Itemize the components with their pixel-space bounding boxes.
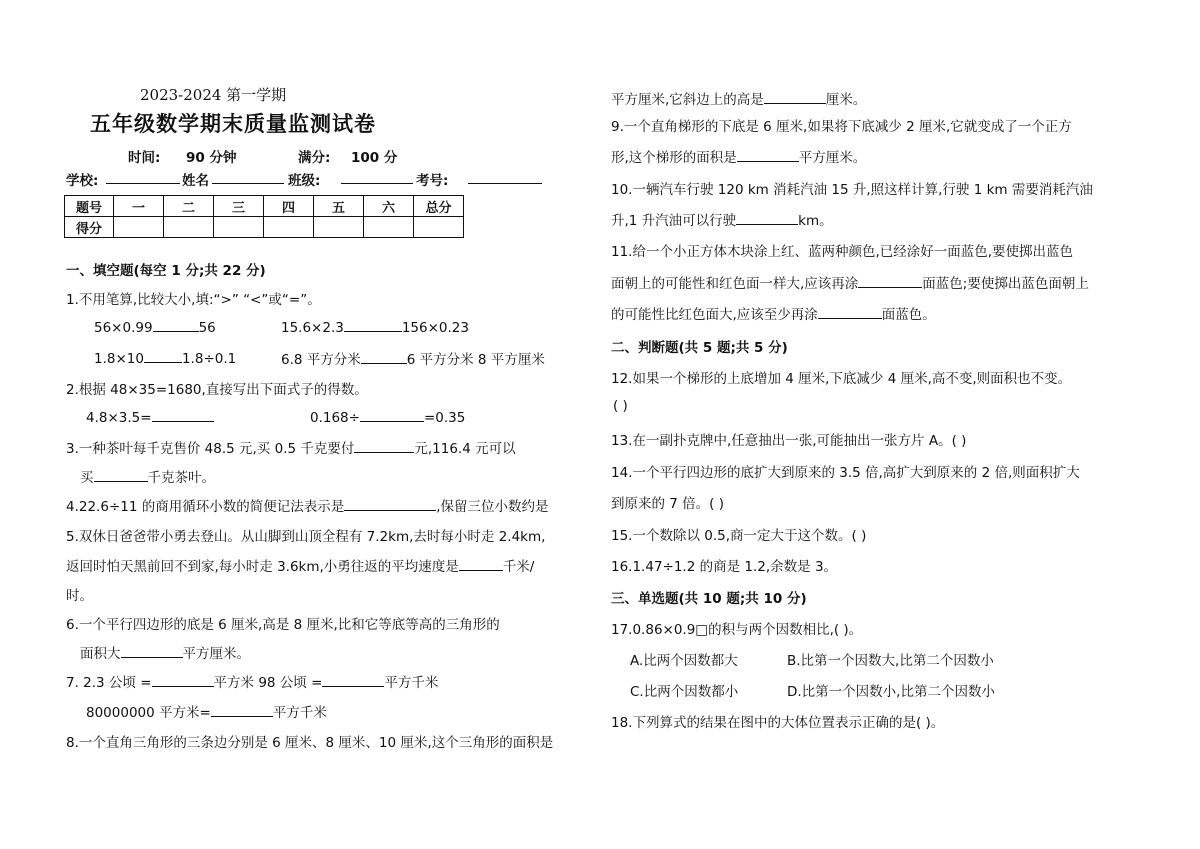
- question-14-line-2: 到原来的 7 倍。( ): [611, 496, 724, 512]
- answer-blank[interactable]: [459, 556, 503, 571]
- exam-time-value: 90 分钟: [186, 150, 237, 166]
- class-field[interactable]: [341, 169, 413, 184]
- q11-text-a: 面朝上的可能性和红色面一样大,应该再涂: [611, 276, 859, 292]
- score-table-cell: 五: [314, 196, 364, 217]
- school-field-label: 学校:: [66, 173, 99, 189]
- q3-text-d: 千克茶叶。: [147, 470, 215, 486]
- q1-item-c-left: 1.8×10: [94, 351, 144, 367]
- q4-text-a: 4.22.6÷11 的商用循环小数的简便记法表示是: [66, 499, 345, 515]
- q8-text-a: 平方厘米,它斜边上的高是: [611, 92, 764, 108]
- page-title: 五年级数学期末质量监测试卷: [90, 112, 376, 136]
- q2-item-a: [86, 407, 214, 426]
- score-input-cell[interactable]: [364, 217, 414, 238]
- answer-blank[interactable]: [764, 89, 826, 104]
- question-9-line-1: 9.一个直角梯形的下底是 6 厘米,如果将下底减少 2 厘米,它就变成了一个正方: [611, 119, 1072, 135]
- q1-item-a-left: 56×0.99: [94, 320, 153, 336]
- answer-blank[interactable]: [736, 210, 798, 225]
- answer-blank[interactable]: [361, 349, 407, 364]
- question-12-answer-bracket[interactable]: ( ): [613, 398, 628, 414]
- q6-text-b: 平方厘米。: [182, 646, 250, 662]
- q9-text-b: 平方厘米。: [798, 150, 867, 166]
- score-table-cell: 六: [364, 196, 414, 217]
- answer-blank[interactable]: [153, 317, 199, 332]
- q1-item-c-right: 1.8÷0.1: [181, 351, 237, 367]
- score-input-cell[interactable]: [164, 217, 214, 238]
- exam-number-field[interactable]: [468, 169, 542, 184]
- answer-blank[interactable]: [322, 672, 384, 687]
- question-5-line-3: 时。: [66, 588, 93, 604]
- answer-blank[interactable]: [94, 467, 148, 482]
- answer-blank[interactable]: [344, 496, 436, 511]
- exam-time-label: 时间:: [128, 150, 161, 166]
- q10-text-b: km。: [798, 213, 833, 229]
- score-table-cell: 一: [114, 196, 164, 217]
- q3-text-c: 买: [80, 470, 94, 486]
- q17-option-d[interactable]: D.比第一个因数小,比第二个因数小: [787, 684, 995, 700]
- answer-blank[interactable]: [818, 304, 882, 319]
- q7-text-a: 7. 2.3 公顷 =: [66, 675, 152, 691]
- full-score-label: 满分:: [298, 150, 331, 166]
- q7-text-e: 平方千米: [272, 705, 327, 721]
- question-6-line-1: 6.一个平行四边形的底是 6 厘米,高是 8 厘米,比和它等底等高的三角形的: [66, 617, 500, 633]
- score-table: [64, 195, 464, 238]
- q7-text-b: 平方米 98 公顷 =: [213, 675, 323, 691]
- q7-text-d: 80000000 平方米=: [86, 705, 211, 721]
- question-1: 1.不用笔算,比较大小,填:“>” “<”或“=”。: [66, 292, 321, 308]
- q1-item-b-left: 15.6×2.3: [281, 320, 344, 336]
- q5-text-b: 千米/: [502, 559, 535, 575]
- section-2-title: 二、判断题(共 5 题;共 5 分): [611, 340, 788, 356]
- question-7-line-2: [86, 701, 327, 721]
- answer-blank[interactable]: [152, 672, 214, 687]
- score-table-cell: 三: [214, 196, 264, 217]
- question-11-line-2: [611, 272, 1089, 292]
- answer-blank[interactable]: [144, 348, 182, 363]
- question-5-line-1: 5.双休日爸爸带小勇去登山。从山脚到山顶全程有 7.2km,去时每小时走 2.4km,: [66, 529, 546, 545]
- question-12-line-1: 12.如果一个梯形的上底增加 4 厘米,下底减少 4 厘米,高不变,则面积也不变。: [611, 371, 1072, 387]
- q1-item-a-right: 56: [198, 320, 216, 336]
- section-1-title: 一、填空题(每空 1 分;共 22 分): [66, 263, 266, 279]
- score-table-cell: 题号: [65, 196, 114, 217]
- question-9-line-2: [611, 146, 866, 166]
- question-13: 13.在一副扑克牌中,任意抽出一张,可能抽出一张方片 A。( ): [611, 433, 967, 449]
- school-field[interactable]: [106, 169, 180, 184]
- q9-text-a: 形,这个梯形的面积是: [611, 150, 737, 166]
- q1-item-d: [281, 348, 545, 368]
- question-10-line-1: 10.一辆汽车行驶 120 km 消耗汽油 15 升,照这样计算,行驶 1 km 需要消耗汽油: [611, 182, 1093, 198]
- question-5-line-2: [66, 555, 534, 575]
- name-field[interactable]: [212, 169, 284, 184]
- question-2: 2.根据 48×35=1680,直接写出下面式子的得数。: [66, 382, 368, 398]
- q1-item-d-right: 6 平方分米 8 平方厘米: [406, 352, 545, 368]
- q17-option-c[interactable]: C.比两个因数都小: [630, 684, 739, 700]
- q17-option-a[interactable]: A.比两个因数都大: [630, 653, 738, 669]
- q1-item-a: [94, 317, 216, 336]
- question-6-line-2: [80, 642, 250, 662]
- full-score-value: 100 分: [351, 150, 398, 166]
- score-table-cell: 总分: [414, 196, 464, 217]
- score-row-label: 得分: [65, 217, 114, 238]
- question-17: 17.0.86×0.9□的积与两个因数相比,( )。: [611, 622, 863, 638]
- q10-text-a: 升,1 升汽油可以行驶: [611, 213, 737, 229]
- score-input-cell[interactable]: [414, 217, 464, 238]
- score-input-cell[interactable]: [314, 217, 364, 238]
- q6-text-a: 面积大: [80, 646, 121, 662]
- q4-text-b: ,保留三位小数约是: [436, 499, 549, 515]
- q3-text-b: 元,116.4 元可以: [414, 441, 516, 457]
- question-3-line-2: [80, 466, 215, 486]
- score-input-cell[interactable]: [114, 217, 164, 238]
- answer-blank[interactable]: [360, 407, 424, 422]
- question-3-line-1: [66, 437, 516, 457]
- question-16: 16.1.47÷1.2 的商是 1.2,余数是 3。: [611, 559, 838, 575]
- q5-text-a: 返回时怕天黑前回不到家,每小时走 3.6km,小勇往返的平均速度是: [66, 559, 459, 575]
- answer-blank[interactable]: [211, 702, 273, 717]
- q1-item-b: [281, 317, 469, 336]
- q2-item-b-right: =0.35: [423, 410, 466, 426]
- name-field-label: 姓名: [182, 173, 209, 189]
- score-table-score-row: [65, 217, 464, 238]
- q2-item-b-left: 0.168÷: [310, 410, 360, 426]
- q1-item-b-right: 156×0.23: [401, 320, 469, 336]
- answer-blank[interactable]: [152, 407, 214, 422]
- term-label: 2023-2024 第一学期: [140, 86, 287, 104]
- q1-item-d-left: 6.8 平方分米: [281, 352, 361, 368]
- q11-text-b: 面蓝色;要使掷出蓝色面朝上: [922, 276, 1089, 292]
- q1-item-c: [94, 348, 236, 367]
- q11-text-d: 面蓝色。: [881, 307, 936, 323]
- question-10-line-2: [611, 209, 833, 229]
- q7-text-c: 平方千米: [384, 675, 439, 691]
- score-input-cell[interactable]: [264, 217, 314, 238]
- q3-text-a: 3.一种茶叶每千克售价 48.5 元,买 0.5 千克要付: [66, 441, 355, 457]
- question-15: 15.一个数除以 0.5,商一定大于这个数。( ): [611, 528, 867, 544]
- question-14-line-1: 14.一个平行四边形的底扩大到原来的 3.5 倍,高扩大到原来的 2 倍,则面积扩大: [611, 465, 1080, 481]
- question-11-line-3: [611, 303, 936, 323]
- answer-blank[interactable]: [121, 643, 183, 658]
- answer-blank[interactable]: [858, 273, 922, 288]
- question-7-line-1: [66, 671, 438, 691]
- q8-text-b: 厘米。: [825, 92, 867, 108]
- section-3-title: 三、单选题(共 10 题;共 10 分): [611, 591, 807, 607]
- question-4: [66, 495, 549, 515]
- q11-text-c: 的可能性比红色面大,应该至少再涂: [611, 307, 818, 323]
- question-8: 8.一个直角三角形的三条边分别是 6 厘米、8 厘米、10 厘米,这个三角形的面积是: [66, 735, 554, 751]
- question-18: 18.下列算式的结果在图中的大体位置表示正确的是( )。: [611, 715, 945, 731]
- q2-item-b: [310, 407, 465, 426]
- score-table-header-row: [65, 196, 464, 217]
- question-11-line-1: 11.给一个小正方体木块涂上红、蓝两种颜色,已经涂好一面蓝色,要使掷出蓝色: [611, 244, 1074, 260]
- q17-option-b[interactable]: B.比第一个因数大,比第二个因数小: [787, 653, 994, 669]
- class-field-label: 班级:: [288, 173, 321, 189]
- score-table-cell: 四: [264, 196, 314, 217]
- answer-blank[interactable]: [344, 317, 402, 332]
- q2-item-a-text: 4.8×3.5=: [86, 410, 152, 426]
- score-table-cell: 二: [164, 196, 214, 217]
- answer-blank[interactable]: [354, 438, 414, 453]
- question-8-continued: [611, 88, 866, 108]
- exam-number-label: 考号:: [416, 173, 449, 189]
- score-input-cell[interactable]: [214, 217, 264, 238]
- answer-blank[interactable]: [737, 147, 799, 162]
